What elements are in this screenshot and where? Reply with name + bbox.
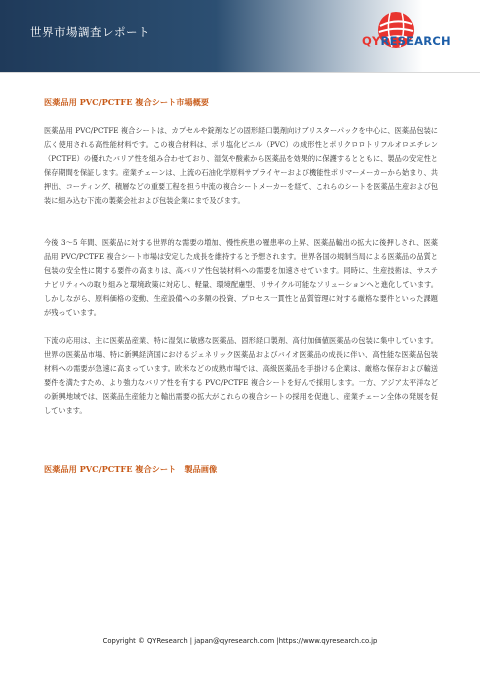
logo-wordmark — [362, 34, 451, 48]
section-heading-overview: 医薬品用 PVC/PCTFE 複合シート市場概要 — [44, 97, 209, 107]
qyresearch-logo — [358, 6, 470, 66]
paragraph-1: 医薬品用 PVC/PCTFE 複合シートは、カプセルや錠剤などの固形経口製剤向けブリスターパックを中心に、医薬品包装に広く使用される高性能材料です。この複合材料は、ポリ塩化ビニル（PVC）の成形性とポリクロロトリフルオロエチレン（PCTFE）の優れたバリア性を組み合わせており、湿気や酸素から医薬品を効果的に保護するとともに、製品の安定性と保存期間を保証します。産業チェーンは、上流の石油化学原料サプライヤーおよび機能性ポリマーメーカーから始まり、共押出、コーティング、積層などの重要工程を担う中流の複合シートメーカーを経て、これらのシートを医薬品生産および包装に組み込む下流の製薬会社および包装企業にまで及びます。 — [44, 126, 438, 205]
paragraph-2: 今後 3～5 年間、医薬品に対する世界的な需要の増加、慢性疾患の罹患率の上昇、医薬品輸出の拡大に後押しされ、医薬品用 PVC/PCTFE 複合シート市場は安定した成長を維持すると予想されます。世界各国の規制当局による医薬品の品質と包装の安全性に関する要件の高まりは、高バリア性包装材料への需要を加速させています。同時に、生産技術は、サステナビリティへの取り組みと環境政策に対応し、軽量、環境配慮型、リサイクル可能なソリューションへと進化しています。しかしながら、原料価格の変動、生産設備への多額の投資、プロセス一貫性と品質管理に対する厳格な要件といった課題が残っています。 — [44, 238, 438, 317]
footer-copyright: Copyright © QYResearch | japan@qyresearch.com |https://www.qyresearch.co.jp — [102, 637, 378, 645]
paragraph-3: 下流の応用は、主に医薬品産業、特に湿気に敏感な医薬品、固形経口製剤、高付加価値医薬品の包装に集中しています。世界の医薬品市場、特に新興経済国におけるジェネリック医薬品およびバイオ医薬品の成長に伴い、高性能な医薬品包装材料への需要が急速に高まっています。欧米などの成熟市場では、高級医薬品を手掛ける企業は、厳格な保存および輸送要件を満たすため、より強力なバリア性を有する PVC/PCTFE 複合シートを好んで採用します。一方、アジア太平洋などの新興地域では、医薬品生産能力と輸出需要の拡大がこれらの複合シートの採用を促進し、産業チェーン全体の発展を促しています。 — [44, 336, 438, 415]
logo-prefix: QY — [362, 34, 381, 48]
logo-suffix: RESEARCH — [380, 34, 451, 48]
report-title: 世界市場調査レポート — [30, 25, 150, 39]
section-heading-product-image: 医薬品用 PVC/PCTFE 複合シート 製品画像 — [44, 464, 218, 474]
header-divider — [0, 72, 480, 73]
header-banner — [0, 0, 480, 72]
